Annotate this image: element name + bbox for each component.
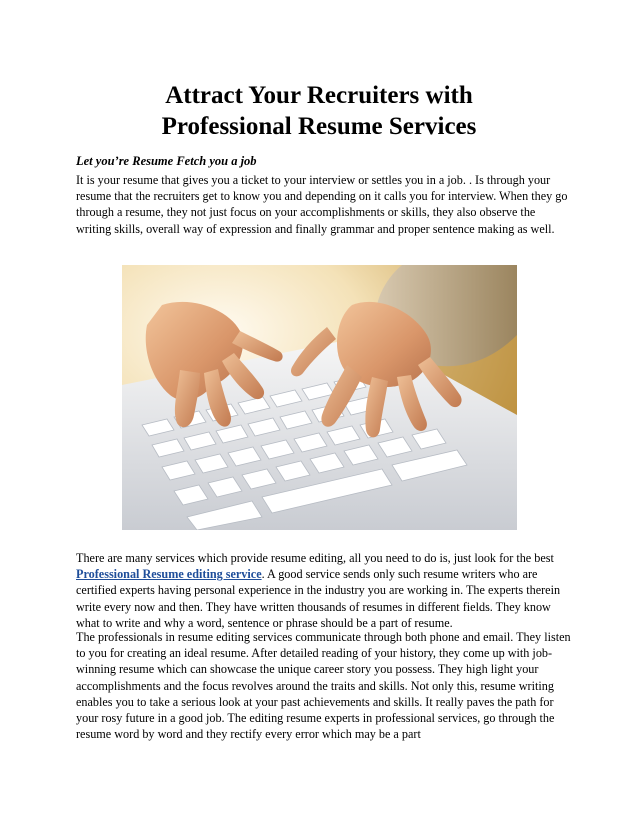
paragraph-services-text-1: There are many services which provide resume editing, all you need to do is, just look for the best [76, 551, 554, 565]
page-title [0, 80, 638, 142]
typing-hands-photo [122, 265, 517, 530]
professional-resume-editing-link[interactable]: Professional Resume editing service [76, 567, 262, 582]
paragraph-services [76, 550, 572, 631]
subtitle: Let you’re Resume Fetch you a job [76, 154, 257, 168]
title-line-1: Attract Your Recruiters with [165, 82, 473, 109]
paragraph-services-text-2: . A good service sends only such resume writers who are certified experts having personal experience in the industry you are working in. The experts therein write every now and then. They have written thousands of resumes in different fields. They know what to write and why a word, sentence or phrase should be a part of resume. [76, 567, 561, 630]
title-line-2: Professional Resume Services [161, 113, 477, 140]
paragraph-intro: It is your resume that gives you a ticket to your interview or settles you in a job. . Is through your resume that the recruiters get to know you and depending on it calls you for interview. When they go through a resume, they not just focus on your accomplishments or skills, they also observe the writing skills, overall way of expression and finally grammar and proper sentence making as well. [76, 173, 568, 236]
paragraph-professionals: The professionals in resume editing services communicate through both phone and email. They listen to you for creating an ideal resume. After detailed reading of your history, they come up with job-winning resume which can showcase the unique career story you possess. They high light your accomplishments and the focus revolves around the traits and skills. Not only this, resume writing enables you to take a serious look at your past achievements and skills. It really paves the path for your rosy future in a good job. The editing resume experts in professional services, go through the resume word by word and they rectify every error which may be a part [76, 630, 571, 742]
typing-hands-illustration [122, 265, 517, 530]
